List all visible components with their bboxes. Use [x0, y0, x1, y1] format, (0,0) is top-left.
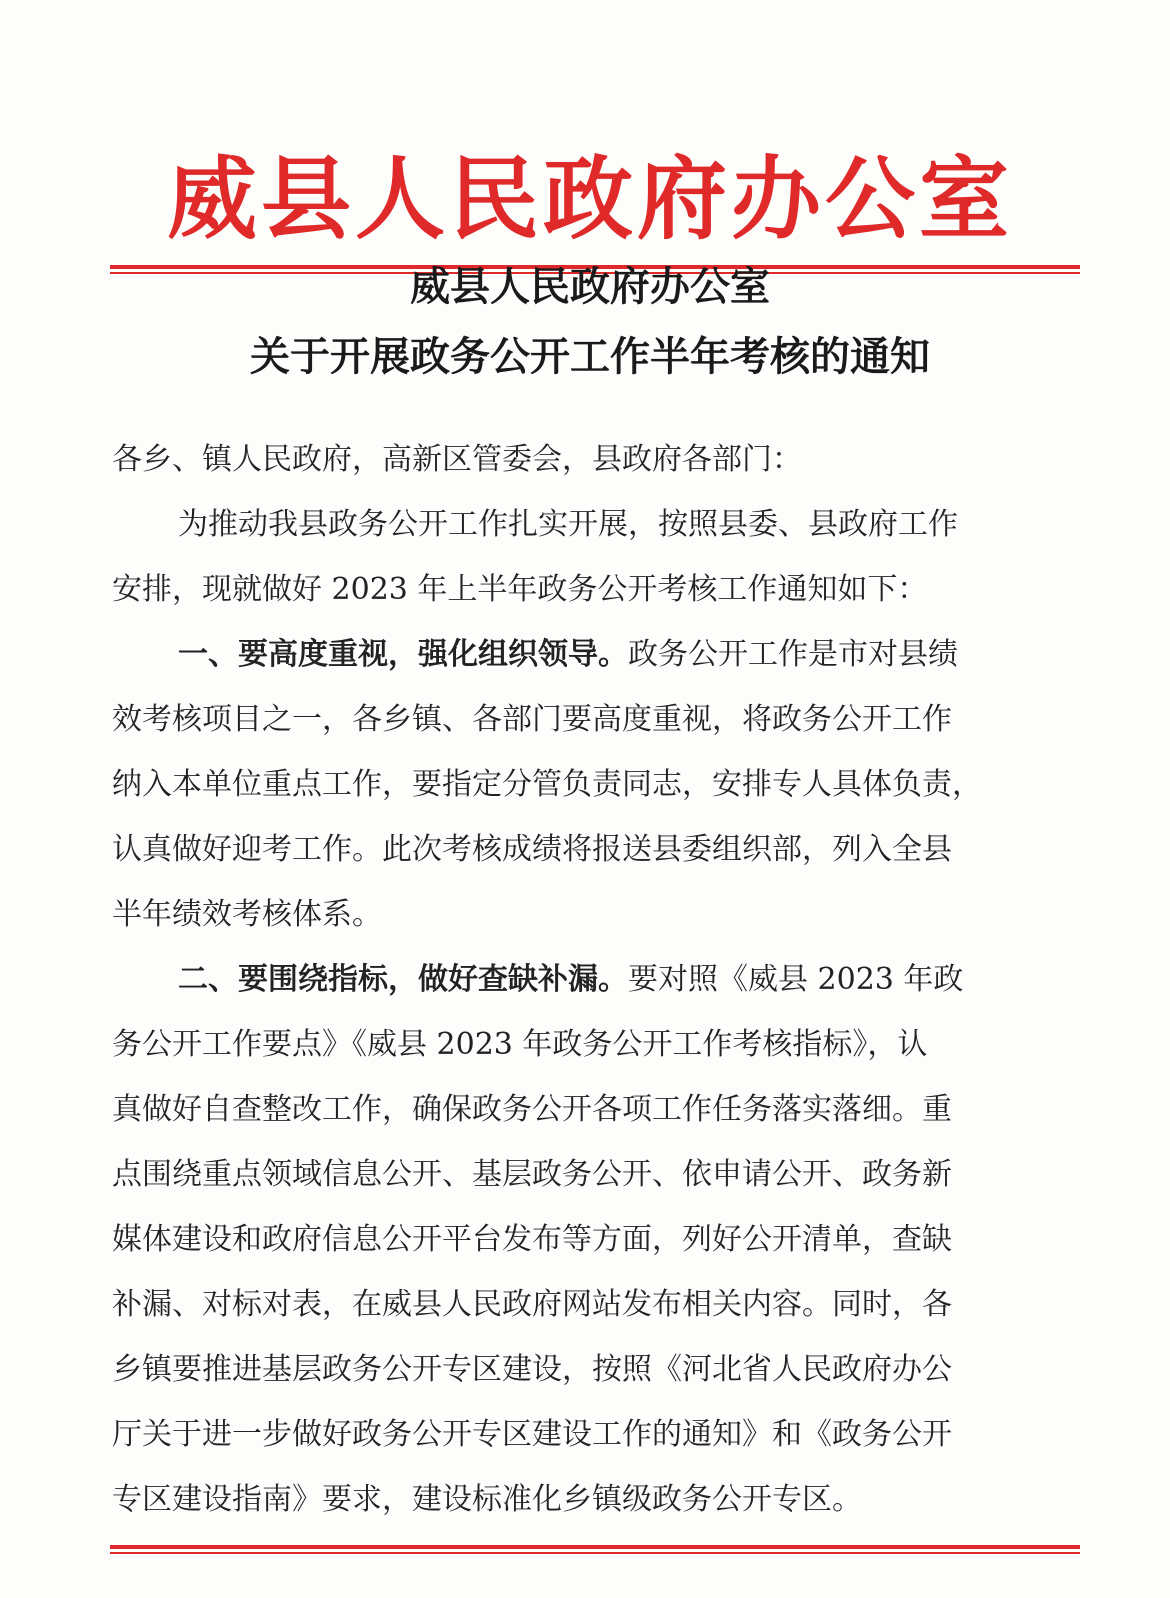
document-title-line2: 关于开展政务公开工作半年考核的通知 [250, 333, 930, 380]
section1-line-3: 认真做好迎考工作。此次考核成绩将报送县委组织部，列入全县 [112, 832, 952, 867]
masthead-title: 威县人民政府办公室 [167, 147, 1013, 252]
document-title-line1: 威县人民政府办公室 [410, 263, 770, 310]
section2-line-6: 乡镇要推进基层政务公开专区建设，按照《河北省人民政府办公 [112, 1352, 952, 1387]
section2-first-line-rest: 要对照《威县 2023 年政 [628, 962, 964, 997]
section2-line-7: 厅关于进一步做好政务公开专区建设工作的通知》和《政务公开 [112, 1417, 952, 1452]
section2-line-2: 真做好自查整改工作，确保政务公开各项工作任务落实落细。重 [112, 1092, 952, 1127]
section2-heading: 二、要围绕指标，做好查缺补漏。 [178, 962, 628, 997]
section1-line-2: 纳入本单位重点工作，要指定分管负责同志，安排专人具体负责， [112, 767, 982, 802]
footer-red-rule-thin [110, 1552, 1080, 1554]
addressee: 各乡、镇人民政府，高新区管委会，县政府各部门： [112, 442, 802, 477]
section2-first-line [178, 960, 1108, 1000]
section1-heading: 一、要高度重视，强化组织领导。 [178, 637, 628, 672]
section2-line-4: 媒体建设和政府信息公开平台发布等方面，列好公开清单，查缺 [112, 1222, 952, 1257]
intro-line-1: 为推动我县政务公开工作扎实开展，按照县委、县政府工作 [178, 507, 958, 542]
section2-line-3: 点围绕重点领域信息公开、基层政务公开、依申请公开、政务新 [112, 1157, 952, 1192]
section2-line-1: 务公开工作要点》《威县 2023 年政务公开工作考核指标》，认 [112, 1027, 928, 1062]
section1-first-line-rest: 政务公开工作是市对县绩 [628, 637, 958, 672]
section2-line-5: 补漏、对标对表，在威县人民政府网站发布相关内容。同时，各 [112, 1287, 952, 1322]
footer-red-rule [110, 1545, 1080, 1549]
section1-first-line [178, 635, 1108, 675]
section1-line-4: 半年绩效考核体系。 [112, 897, 382, 932]
intro-line-2: 安排，现就做好 2023 年上半年政务公开考核工作通知如下： [112, 572, 928, 607]
section1-line-1: 效考核项目之一，各乡镇、各部门要高度重视，将政务公开工作 [112, 702, 952, 737]
section2-line-8: 专区建设指南》要求，建设标准化乡镇级政务公开专区。 [112, 1482, 862, 1517]
